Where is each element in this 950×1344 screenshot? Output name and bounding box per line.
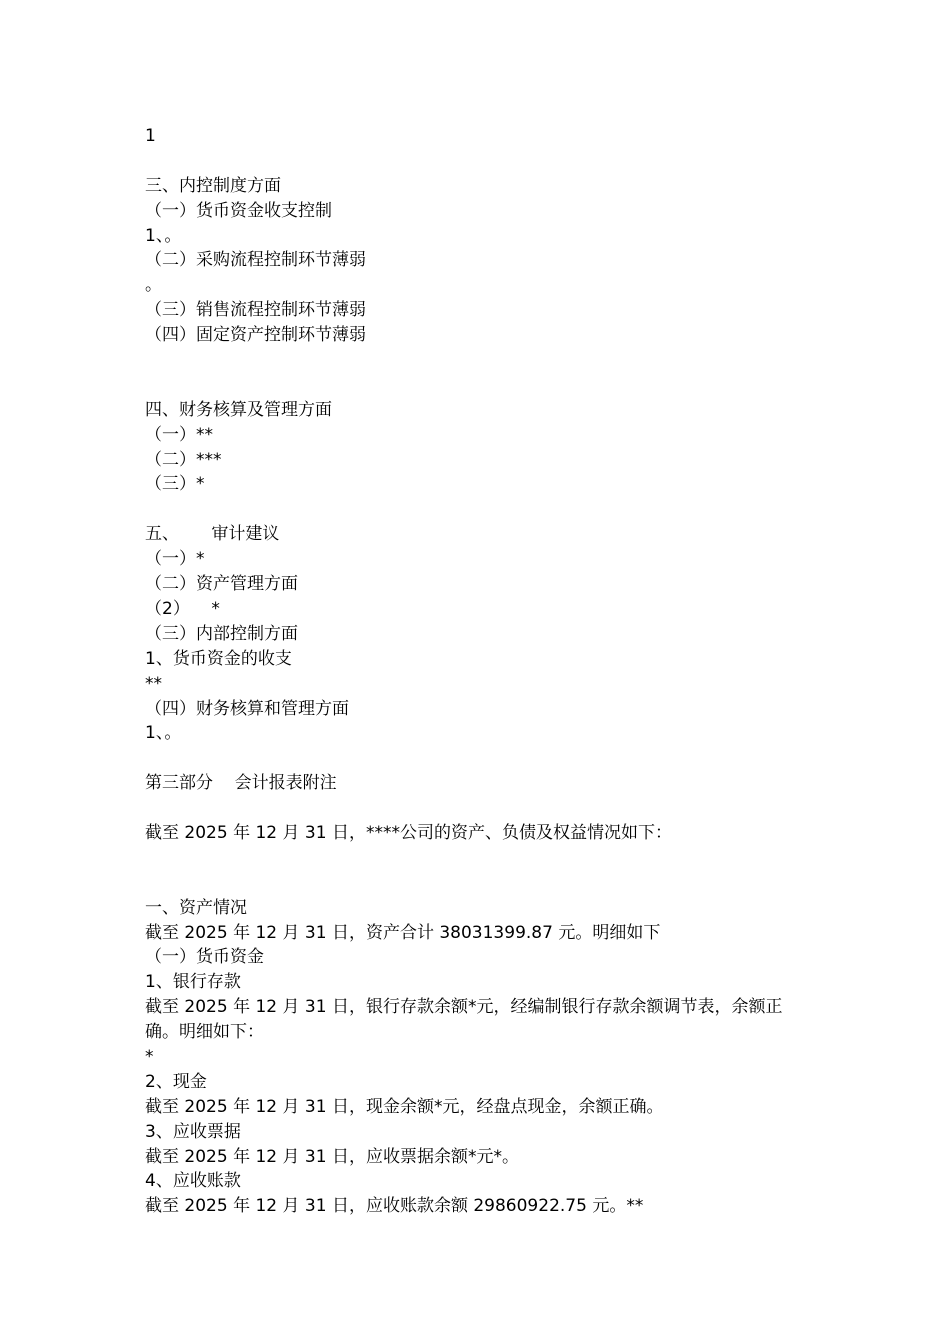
- document-page: [145, 124, 805, 1219]
- section-5-item: 1、。: [145, 723, 182, 744]
- spacer: [145, 746, 805, 771]
- ar-heading: 4、应收账款: [145, 1171, 241, 1192]
- section-5-item: （三）内部控制方面: [145, 623, 298, 644]
- notes-text: 截至 2025 年 12 月 31 日，应收票据余额*元*。: [145, 1146, 519, 1167]
- section-5-item: （一）*: [145, 549, 205, 570]
- section-5-item: （二）资产管理方面: [145, 574, 298, 595]
- section-4-item: （三）*: [145, 474, 205, 495]
- spacer: [145, 497, 805, 522]
- cash-heading: （一）货币资金: [145, 947, 264, 968]
- section-3-title: 三、内控制度方面: [145, 175, 281, 196]
- spacer: [145, 846, 805, 896]
- section-3-item: （二）采购流程控制环节薄弱: [145, 250, 366, 271]
- spacer: [145, 348, 805, 398]
- notes-heading: 3、应收票据: [145, 1121, 241, 1142]
- spacer: [145, 796, 805, 821]
- section-3-item: 1、。: [145, 225, 182, 246]
- cash-text: 截至 2025 年 12 月 31 日，现金余额*元，经盘点现金，余额正确。: [145, 1096, 664, 1117]
- section-5-item: （2） *: [145, 598, 220, 619]
- assets-summary: 截至 2025 年 12 月 31 日，资产合计 38031399.87 元。明细如下: [145, 922, 661, 943]
- section-3-item: （一）货币资金收支控制: [145, 200, 332, 221]
- part-3-intro: 截至 2025 年 12 月 31 日，****公司的资产、负债及权益情况如下：: [145, 822, 672, 843]
- section-5-title: 五、 审计建议: [145, 524, 280, 545]
- bank-text: 截至 2025 年 12 月 31 日，银行存款余额*元，经编制银行存款余额调节表，余额正确。明细如下：: [145, 997, 783, 1043]
- section-3-item: （三）销售流程控制环节薄弱: [145, 300, 366, 321]
- assets-title: 一、资产情况: [145, 897, 247, 918]
- page-number: 1: [145, 126, 156, 146]
- section-4-item: （一）**: [145, 424, 213, 445]
- ar-text: 截至 2025 年 12 月 31 日，应收账款余额 29860922.75 元。**: [145, 1196, 644, 1217]
- section-5-item: 1、货币资金的收支: [145, 648, 292, 669]
- section-3-item: （四）固定资产控制环节薄弱: [145, 325, 366, 346]
- section-4-item: （二）***: [145, 449, 222, 470]
- part-3-title: 第三部分 会计报表附注: [145, 773, 337, 794]
- section-3-item: 。: [145, 275, 162, 296]
- bank-heading: 1、银行存款: [145, 972, 241, 993]
- spacer: [145, 149, 805, 174]
- cash-sub-heading: 2、现金: [145, 1071, 207, 1092]
- section-5-item: **: [145, 673, 162, 694]
- bank-star: *: [145, 1047, 154, 1068]
- section-5-item: （四）财务核算和管理方面: [145, 698, 349, 719]
- section-4-title: 四、财务核算及管理方面: [145, 399, 332, 420]
